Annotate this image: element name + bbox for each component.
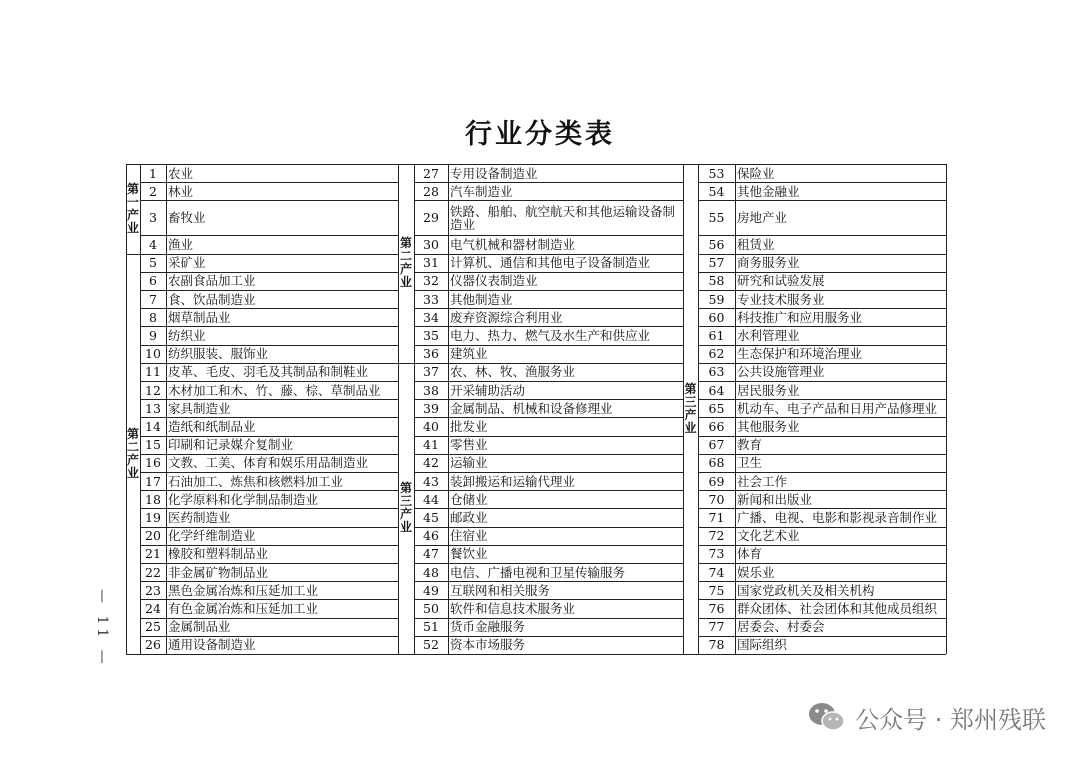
industry-name: 渔业 <box>168 236 194 252</box>
industry-name: 林业 <box>168 183 194 199</box>
industry-name: 住宿业 <box>450 528 488 544</box>
industry-name: 专业技术服务业 <box>737 291 825 307</box>
industry-number: 35 <box>423 327 439 343</box>
industry-sector-label <box>398 164 414 363</box>
industry-number: 69 <box>708 473 725 489</box>
industry-number: 68 <box>708 455 725 471</box>
industry-name: 社会工作 <box>737 473 788 489</box>
industry-number: 22 <box>145 564 161 580</box>
industry-name: 纺织服装、服饰业 <box>168 346 269 362</box>
industry-number: 14 <box>145 418 161 434</box>
industry-sector-label <box>398 363 414 654</box>
industry-sector-text: 第三产业 <box>399 481 412 535</box>
industry-name: 金属制品业 <box>168 619 231 635</box>
industry-number: 19 <box>145 509 161 525</box>
industry-name: 电力、热力、燃气及水生产和供应业 <box>450 327 651 343</box>
industry-name: 有色金属冶炼和压延加工业 <box>168 600 319 616</box>
industry-name: 采矿业 <box>168 255 206 271</box>
industry-sector-text: 第一产业 <box>126 181 139 235</box>
industry-number: 43 <box>423 473 439 489</box>
industry-name: 皮革、毛皮、羽毛及其制品和制鞋业 <box>168 364 369 380</box>
industry-number: 66 <box>708 418 725 434</box>
industry-number: 34 <box>423 309 439 325</box>
industry-name: 农、林、牧、渔服务业 <box>450 364 576 380</box>
industry-name: 运输业 <box>450 455 488 471</box>
industry-number: 63 <box>708 364 725 380</box>
industry-name: 居民服务业 <box>737 382 800 398</box>
industry-number: 64 <box>708 382 725 398</box>
industry-number: 4 <box>149 236 157 252</box>
industry-name: 家具制造业 <box>168 400 231 416</box>
industry-name: 研究和试验发展 <box>737 273 825 289</box>
industry-number: 32 <box>423 273 439 289</box>
industry-number: 6 <box>149 273 157 289</box>
industry-number: 12 <box>145 382 161 398</box>
industry-name: 农副食品加工业 <box>168 273 256 289</box>
table-grid-line <box>126 654 946 655</box>
industry-number: 44 <box>423 491 439 507</box>
industry-name: 水利管理业 <box>737 327 800 343</box>
industry-name: 体育 <box>737 546 763 562</box>
industry-number: 33 <box>423 291 439 307</box>
industry-number: 47 <box>423 546 439 562</box>
industry-number: 51 <box>423 619 439 635</box>
industry-name: 广播、电视、电影和影视录音制作业 <box>737 509 938 525</box>
industry-number: 74 <box>708 564 725 580</box>
industry-name: 非金属矿物制品业 <box>168 564 269 580</box>
industry-name: 印刷和记录媒介复制业 <box>168 437 294 453</box>
industry-name: 装卸搬运和运输代理业 <box>450 473 576 489</box>
industry-number: 5 <box>149 255 157 271</box>
industry-name: 仓储业 <box>450 491 488 507</box>
watermark-text: 公众号 · 郑州残联 <box>855 705 1046 734</box>
industry-number: 39 <box>423 400 439 416</box>
industry-number: 42 <box>423 455 439 471</box>
industry-classification-table <box>126 164 946 654</box>
industry-number: 36 <box>423 346 439 362</box>
industry-name: 废弃资源综合利用业 <box>450 309 563 325</box>
wechat-icon <box>807 700 847 734</box>
industry-name: 汽车制造业 <box>450 183 513 199</box>
industry-number: 76 <box>708 600 725 616</box>
industry-name: 其他制造业 <box>450 291 513 307</box>
industry-name: 科技推广和应用服务业 <box>737 309 863 325</box>
industry-name: 铁路、船舶、航空航天和其他运输设备制造业 <box>450 203 676 232</box>
industry-name: 化学原料和化学制品制造业 <box>168 491 319 507</box>
industry-number: 30 <box>423 236 439 252</box>
industry-number: 55 <box>708 210 725 226</box>
industry-number: 15 <box>145 437 161 453</box>
industry-name: 化学纤维制造业 <box>168 528 256 544</box>
industry-number: 17 <box>145 473 161 489</box>
industry-number: 7 <box>149 291 157 307</box>
industry-number: 53 <box>708 165 725 181</box>
industry-name: 文化艺术业 <box>737 528 800 544</box>
industry-name: 畜牧业 <box>168 210 206 226</box>
industry-name: 电气机械和器材制造业 <box>450 236 576 252</box>
industry-name: 专用设备制造业 <box>450 165 538 181</box>
industry-number: 24 <box>145 600 161 616</box>
industry-name: 公共设施管理业 <box>737 364 825 380</box>
industry-name: 资本市场服务 <box>450 637 526 653</box>
industry-name: 造纸和纸制品业 <box>168 418 256 434</box>
industry-name: 仪器仪表制造业 <box>450 273 538 289</box>
industry-name: 房地产业 <box>737 210 788 226</box>
industry-number: 3 <box>149 210 157 226</box>
industry-name: 商务服务业 <box>737 255 800 271</box>
industry-sector-label <box>126 254 140 654</box>
industry-name: 其他金融业 <box>737 183 800 199</box>
industry-sector-label <box>683 164 698 654</box>
industry-number: 8 <box>149 309 157 325</box>
industry-name: 国际组织 <box>737 637 788 653</box>
industry-number: 1 <box>149 165 157 181</box>
industry-name: 石油加工、炼焦和核燃料加工业 <box>168 473 344 489</box>
industry-name: 医药制造业 <box>168 509 231 525</box>
industry-number: 26 <box>145 637 161 653</box>
industry-name: 居委会、村委会 <box>737 619 825 635</box>
industry-name: 农业 <box>168 165 194 181</box>
industry-number: 29 <box>423 210 439 226</box>
industry-number: 46 <box>423 528 439 544</box>
industry-number: 18 <box>145 491 161 507</box>
industry-number: 67 <box>708 437 725 453</box>
industry-number: 27 <box>423 165 439 181</box>
industry-sector-text: 第二产业 <box>399 236 412 290</box>
industry-sector-text: 第二产业 <box>126 426 139 480</box>
industry-name: 群众团体、社会团体和其他成员组织 <box>737 600 938 616</box>
industry-number: 61 <box>708 327 725 343</box>
table-grid-line <box>946 164 947 654</box>
page-number: — 11 — <box>94 588 110 668</box>
industry-name: 建筑业 <box>450 346 488 362</box>
industry-name: 文教、工美、体育和娱乐用品制造业 <box>168 455 369 471</box>
industry-name: 新闻和出版业 <box>737 491 813 507</box>
industry-number: 20 <box>145 528 161 544</box>
industry-name: 软件和信息技术服务业 <box>450 600 576 616</box>
industry-name: 开采辅助活动 <box>450 382 526 398</box>
industry-name: 娱乐业 <box>737 564 775 580</box>
industry-number: 25 <box>145 619 161 635</box>
industry-number: 13 <box>145 400 161 416</box>
industry-number: 16 <box>145 455 161 471</box>
industry-number: 28 <box>423 183 439 199</box>
industry-name: 餐饮业 <box>450 546 488 562</box>
industry-number: 38 <box>423 382 439 398</box>
industry-number: 65 <box>708 400 725 416</box>
industry-name: 烟草制品业 <box>168 309 231 325</box>
industry-name: 金属制品、机械和设备修理业 <box>450 400 613 416</box>
industry-number: 21 <box>145 546 161 562</box>
industry-name: 卫生 <box>737 455 763 471</box>
industry-name: 食、饮品制造业 <box>168 291 256 307</box>
industry-number: 70 <box>708 491 725 507</box>
industry-name: 教育 <box>737 437 763 453</box>
watermark <box>807 700 1046 734</box>
industry-number: 49 <box>423 582 439 598</box>
industry-name: 零售业 <box>450 437 488 453</box>
industry-number: 48 <box>423 564 439 580</box>
industry-number: 37 <box>423 364 439 380</box>
industry-number: 57 <box>708 255 725 271</box>
industry-number: 23 <box>145 582 161 598</box>
industry-number: 31 <box>423 255 439 271</box>
industry-name: 橡胶和塑料制品业 <box>168 546 269 562</box>
industry-name: 黑色金属冶炼和压延加工业 <box>168 582 319 598</box>
industry-sector-text: 第三产业 <box>684 382 697 435</box>
industry-number: 41 <box>423 437 439 453</box>
industry-name: 其他服务业 <box>737 418 800 434</box>
industry-name: 租赁业 <box>737 236 775 252</box>
industry-number: 59 <box>708 291 725 307</box>
industry-name: 纺织业 <box>168 327 206 343</box>
industry-name: 木材加工和木、竹、藤、棕、草制品业 <box>168 382 381 398</box>
industry-name: 保险业 <box>737 165 775 181</box>
industry-number: 62 <box>708 346 725 362</box>
industry-number: 54 <box>708 183 725 199</box>
industry-number: 77 <box>708 619 725 635</box>
industry-number: 10 <box>145 346 161 362</box>
industry-name: 计算机、通信和其他电子设备制造业 <box>450 255 651 271</box>
industry-number: 45 <box>423 509 439 525</box>
industry-name: 批发业 <box>450 418 488 434</box>
industry-name: 邮政业 <box>450 509 488 525</box>
industry-number: 9 <box>149 327 157 343</box>
industry-number: 73 <box>708 546 725 562</box>
industry-number: 56 <box>708 236 725 252</box>
industry-number: 58 <box>708 273 725 289</box>
industry-number: 11 <box>145 364 161 380</box>
industry-name: 生态保护和环境治理业 <box>737 346 863 362</box>
industry-number: 71 <box>708 509 725 525</box>
industry-number: 40 <box>423 418 439 434</box>
industry-name: 电信、广播电视和卫星传输服务 <box>450 564 626 580</box>
industry-name: 货币金融服务 <box>450 619 526 635</box>
industry-name: 机动车、电子产品和日用产品修理业 <box>737 400 938 416</box>
industry-number: 72 <box>708 528 725 544</box>
industry-name: 互联网和相关服务 <box>450 582 551 598</box>
industry-sector-label <box>126 164 140 254</box>
industry-number: 52 <box>423 637 439 653</box>
industry-name: 通用设备制造业 <box>168 637 256 653</box>
industry-number: 2 <box>149 183 157 199</box>
industry-number: 78 <box>708 637 725 653</box>
industry-number: 50 <box>423 600 439 616</box>
industry-name: 国家党政机关及相关机构 <box>737 582 875 598</box>
page-title: 行业分类表 <box>465 119 615 150</box>
industry-number: 60 <box>708 309 725 325</box>
industry-number: 75 <box>708 582 725 598</box>
